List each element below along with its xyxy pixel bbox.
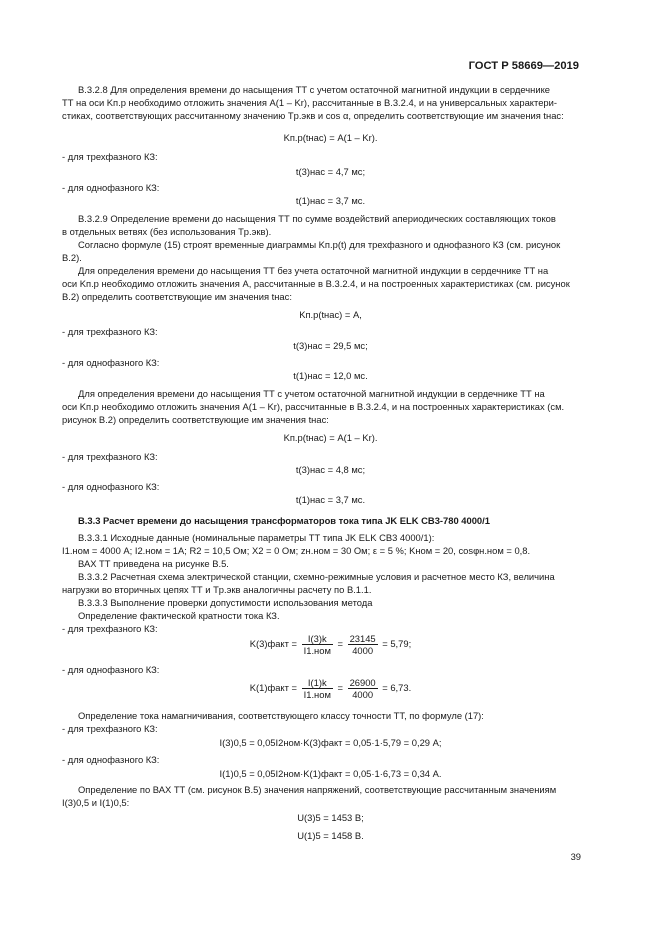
formula-kfact-1: [0, 677, 661, 700]
paragraph-line: стиках, соответствующих рассчитанному значению Tр.экв и cos α, определить соответствующие им значения tнас:: [62, 110, 564, 121]
equation: U(1)5 = 1458 В.: [297, 830, 364, 841]
formula-rhs: = 5,79;: [379, 637, 412, 649]
paragraph-line: Определение фактической кратности тока КЗ.: [78, 610, 280, 621]
paragraph-line: - для трехфазного КЗ:: [62, 326, 158, 337]
equation: t(1)нас = 12,0 мс.: [293, 370, 368, 381]
paragraph-line: В.2) определить соответствующие им значения tнас:: [62, 291, 292, 302]
equation: t(3)нас = 29,5 мс;: [293, 340, 368, 351]
paragraph-line: оси Kп.р необходимо отложить значения A(1 – Kr), рассчитанные в В.3.2.4, и на построенных характеристиках (см.: [62, 401, 565, 412]
paragraph-line: - для трехфазного КЗ:: [62, 451, 158, 462]
page-number: 39: [570, 851, 581, 862]
equation: t(3)нас = 4,8 мс;: [295, 464, 366, 475]
section-heading: В.3.3 Расчет времени до насыщения трансформаторов тока типа JK ELK CB3-780 4000/1: [78, 515, 490, 526]
fraction: [348, 677, 378, 700]
paragraph-line: В.3.2.8 Для определения времени до насыщения ТТ с учетом остаточной магнитной индукции в сердечнике: [78, 84, 550, 95]
fraction-numerator: 23145: [349, 633, 376, 644]
equals-sign: =: [334, 637, 346, 649]
fraction-denominator: I1.ном: [303, 689, 331, 700]
standard-header: ГОСТ Р 58669—2019: [468, 60, 579, 72]
equation: I(1)0,5 = 0,05I2ном·K(1)факт = 0,05·1·6,73 = 0,34 А.: [219, 768, 442, 779]
paragraph-line: ТТ на оси Kп.р необходимо отложить значения A(1 – Kr), рассчитанные в В.3.2.4, и на универсальных характери-: [62, 97, 557, 108]
equals-sign: =: [334, 681, 346, 693]
paragraph-line: I(3)0,5 и I(1)0,5:: [62, 797, 130, 808]
fraction-numerator: I(1)k: [302, 677, 333, 689]
equation: U(3)5 = 1453 В;: [297, 812, 364, 823]
paragraph-line: - для однофазного КЗ:: [62, 754, 160, 765]
paragraph-line: - для однофазного КЗ:: [62, 357, 160, 368]
fraction: [348, 633, 378, 656]
paragraph-line: нагрузки во вторичных цепях ТТ и Tр.экв аналогичны расчету по В.1.1.: [62, 584, 372, 595]
equation: Kп.р(tнас) = A,: [299, 309, 362, 320]
fraction: [302, 633, 333, 656]
fraction: [302, 677, 333, 700]
paragraph-line: - для трехфазного КЗ:: [62, 623, 158, 634]
formula-lhs: K(1)факт =: [249, 681, 298, 693]
paragraph-line: I1.ном = 4000 А; I2.ном = 1А; R2 = 10,5 Ом; X2 = 0 Ом; zн.ном = 30 Ом; ε = 5 %; Kном = 20, cosφн.ном = 0,8.: [62, 545, 531, 556]
equation: Kп.р(tнас) = A(1 – Kr).: [283, 432, 378, 443]
paragraph-line: В.2).: [62, 252, 82, 263]
equation: t(3)нас = 4,7 мс;: [295, 166, 366, 177]
fraction-denominator: 4000: [352, 645, 374, 656]
paragraph-line: - для однофазного КЗ:: [62, 481, 160, 492]
equation: t(1)нас = 3,7 мс.: [295, 195, 366, 206]
paragraph-line: Определение по ВАХ ТТ (см. рисунок В.5) значения напряжений, соответствующие рассчитанным значениям: [78, 784, 557, 795]
paragraph-line: ВАХ ТТ приведена на рисунке В.5.: [78, 558, 229, 569]
paragraph-line: Определение тока намагничивания, соответствующего классу точности ТТ, по формуле (17):: [78, 710, 484, 721]
paragraph-line: - для однофазного КЗ:: [62, 664, 160, 675]
fraction-denominator: 4000: [352, 689, 374, 700]
formula-kfact-3: [0, 633, 661, 656]
paragraph-line: рисунок В.2) определить соответствующие им значения tнас:: [62, 414, 329, 425]
paragraph-line: - для трехфазного КЗ:: [62, 151, 158, 162]
paragraph-line: Для определения времени до насыщения ТТ с учетом остаточной магнитной индукции в сердечнике ТТ на: [78, 388, 545, 399]
equation: I(3)0,5 = 0,05I2ном·K(3)факт = 0,05·1·5,79 = 0,29 А;: [219, 737, 442, 748]
paragraph-line: В.3.3.2 Расчетная схема электрической станции, схемно-режимные условия и расчетное место КЗ, величина: [78, 571, 555, 582]
fraction-numerator: I(3)k: [302, 633, 333, 645]
fraction-numerator: 26900: [349, 677, 376, 688]
paragraph-line: в отдельных ветвях (без использования Tр.экв).: [62, 226, 272, 237]
paragraph-line: - для трехфазного КЗ:: [62, 723, 158, 734]
equation: t(1)нас = 3,7 мс.: [295, 494, 366, 505]
fraction-denominator: I1.ном: [303, 645, 331, 656]
equation: Kп.р(tнас) = A(1 – Kr).: [283, 132, 378, 143]
formula-lhs: K(3)факт =: [249, 637, 298, 649]
paragraph-line: В.3.3.1 Исходные данные (номинальные параметры ТТ типа JK ELK CB3 4000/1):: [78, 532, 435, 543]
paragraph-line: - для однофазного КЗ:: [62, 182, 160, 193]
paragraph-line: оси Kп.р необходимо отложить значения A, рассчитанные в В.3.2.4, и на построенных характеристиках (см. рисунок: [62, 278, 570, 289]
paragraph-line: Для определения времени до насыщения ТТ без учета остаточной магнитной индукции в сердечнике ТТ на: [78, 265, 549, 276]
paragraph-line: В.3.3.3 Выполнение проверки допустимости использования метода: [78, 597, 373, 608]
formula-rhs: = 6,73.: [379, 681, 412, 693]
paragraph-line: В.3.2.9 Определение времени до насыщения ТТ по сумме воздействий апериодических составляющих токов: [78, 213, 556, 224]
paragraph-line: Согласно формуле (15) строят временные диаграммы Kп.р(t) для трехфазного и однофазного КЗ (см. рисунок: [78, 239, 561, 250]
